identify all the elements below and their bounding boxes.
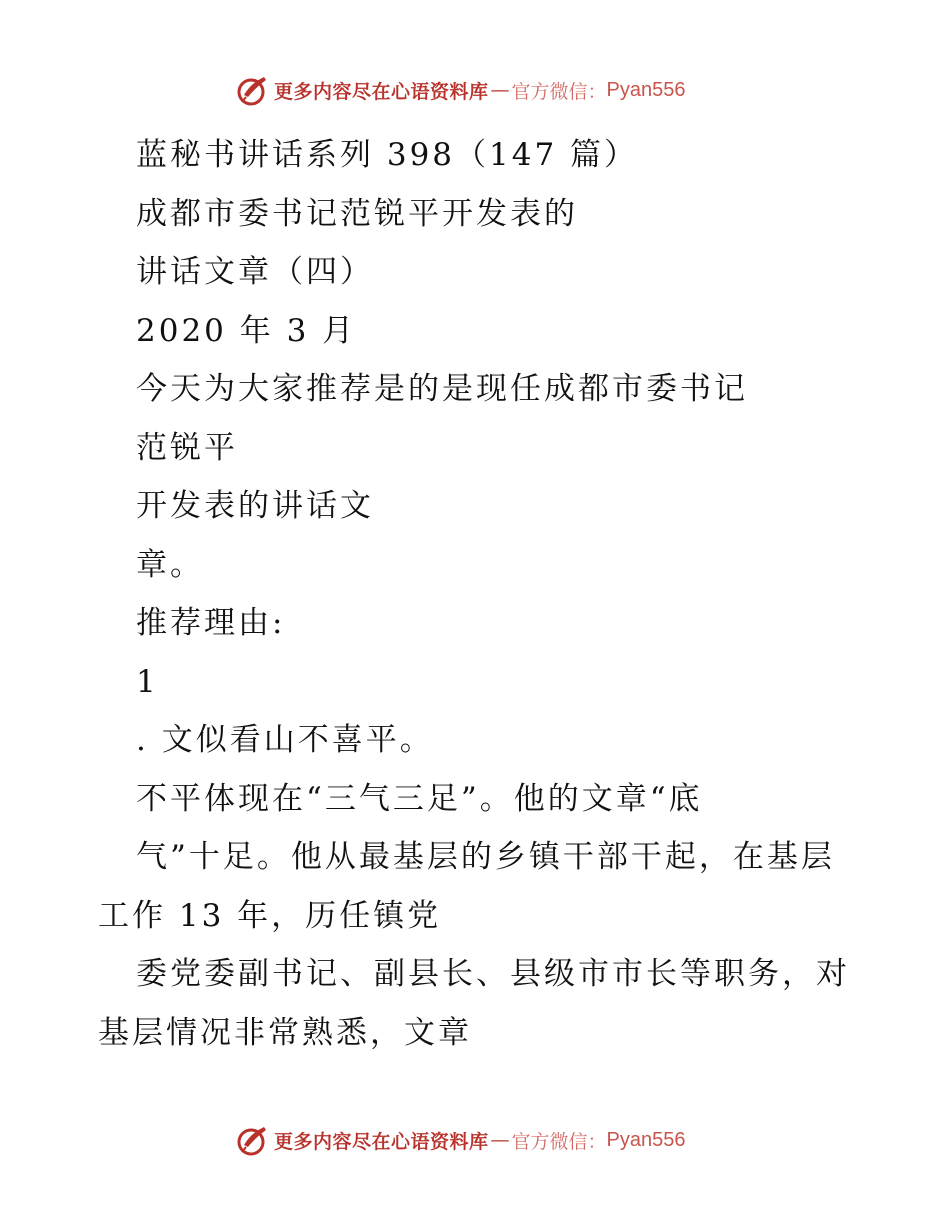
paragraph-line: 不平体现在“三气三足”。他的文章“底 — [136, 780, 703, 817]
section-heading: 推荐理由: — [136, 605, 286, 641]
pen-logo-icon — [236, 1123, 270, 1157]
paragraph-line: 范锐平 — [136, 429, 238, 466]
paragraph-line: 工作 13 年，历任镇党 — [98, 897, 442, 934]
title-line: 蓝秘书讲话系列 398（147 篇） — [136, 137, 639, 173]
watermark-wechat-id: Pyan556 — [606, 78, 686, 101]
paragraph-line: 委党委副书记、副县长、县级市市长等职务，对 — [136, 956, 850, 992]
paragraph-line: 基层情况非常熟悉，文章 — [98, 1014, 472, 1051]
watermark-dash: — — [490, 1129, 510, 1151]
watermark-official-text: 官方微信： — [511, 80, 607, 103]
paragraph-line: 今天为大家推荐是的是现任成都市委书记 — [136, 371, 748, 407]
list-item-heading: . 文似看山不喜平。 — [136, 722, 434, 758]
subtitle-line-2: 讲话文章（四） — [136, 254, 374, 290]
watermark-site-text: 更多内容尽在心语资料库 — [274, 1130, 489, 1153]
watermark-wechat-id: Pyan556 — [606, 1128, 686, 1151]
paragraph-line: 气”十足。他从最基层的乡镇干部干起，在基层 — [136, 839, 835, 875]
paragraph-line: 开发表的讲话文 — [136, 488, 374, 524]
watermark-official-text: 官方微信： — [511, 1130, 607, 1153]
subtitle-line-1: 成都市委书记范锐平开发表的 — [136, 195, 578, 232]
pen-logo-icon — [236, 73, 270, 107]
document-body — [0, 126, 950, 1062]
paragraph-line: 章。 — [136, 546, 204, 583]
footer-watermark — [236, 1122, 686, 1158]
date-line: 2020 年 3 月 — [136, 312, 357, 349]
watermark-site-text: 更多内容尽在心语资料库 — [274, 80, 489, 103]
list-number: 1 — [136, 663, 159, 700]
watermark-dash: — — [490, 79, 510, 101]
header-watermark — [236, 72, 686, 108]
